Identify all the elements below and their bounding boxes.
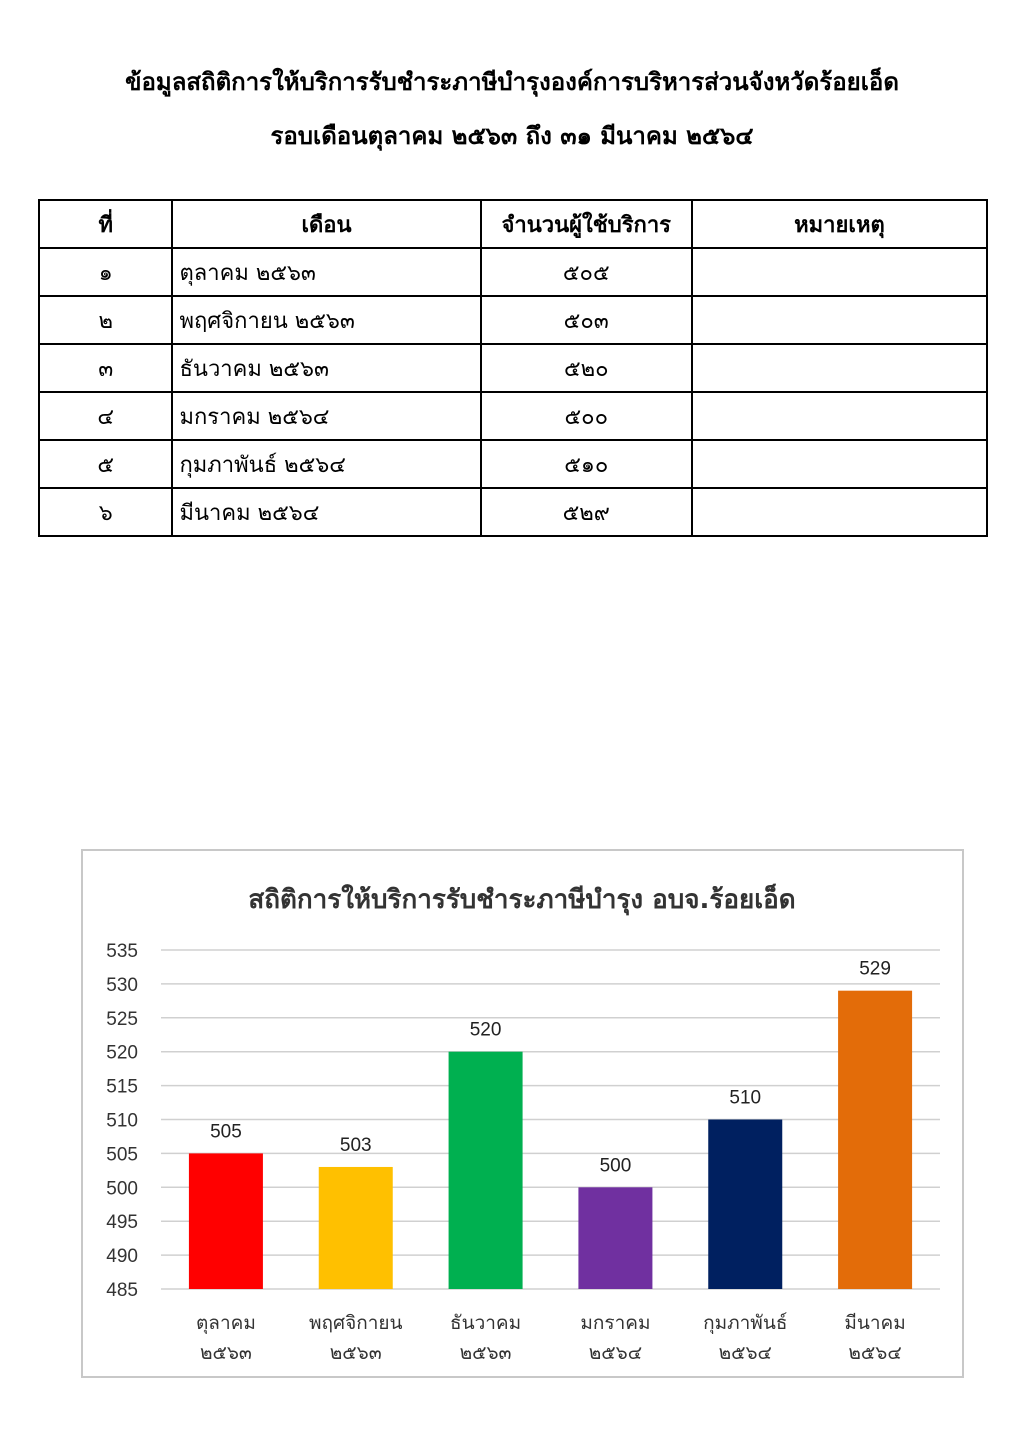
- cell-no: ๖: [39, 488, 172, 536]
- table-row: [39, 440, 987, 488]
- document-title: ข้อมูลสถิติการให้บริการรับชำระภาษีบำรุงองค์การบริหารส่วนจังหวัดร้อยเอ็ด: [125, 68, 899, 96]
- cell-count: ๕๑๐: [481, 440, 692, 488]
- y-tick-label: 500: [106, 1178, 138, 1200]
- x-tick-label-year: ๒๕๖๔: [718, 1342, 772, 1364]
- header-count: จำนวนผู้ใช้บริการ: [481, 200, 692, 248]
- x-tick-label-month: มีนาคม: [844, 1312, 906, 1334]
- table-row: [39, 344, 987, 392]
- x-tick-label-year: ๒๕๖๔: [848, 1342, 902, 1364]
- header-note: หมายเหตุ: [692, 200, 987, 248]
- y-tick-label: 530: [106, 974, 138, 996]
- header-no: ที่: [39, 200, 172, 248]
- chart-bars: [189, 991, 912, 1289]
- bar: [319, 1167, 393, 1289]
- x-tick-label-year: ๒๕๖๓: [329, 1342, 382, 1364]
- data-label: 503: [339, 1134, 372, 1156]
- cell-note: [692, 488, 987, 536]
- table-row: [39, 248, 987, 296]
- cell-note: [692, 344, 987, 392]
- cell-month: มกราคม ๒๕๖๔: [172, 392, 480, 440]
- chart-y-axis: [106, 941, 138, 1301]
- chart-x-axis: [196, 1312, 906, 1364]
- chart-title: สถิติการให้บริการรับชำระภาษีบำรุง อบจ.ร้อยเอ็ด: [248, 885, 796, 915]
- bar: [449, 1052, 523, 1289]
- x-tick-label-month: ตุลาคม: [195, 1312, 256, 1334]
- y-tick-label: 495: [106, 1212, 138, 1234]
- statistics-table: [38, 199, 988, 537]
- data-label: 500: [599, 1155, 632, 1177]
- data-label: 520: [469, 1019, 502, 1041]
- table-row: [39, 488, 987, 536]
- data-label: 529: [859, 958, 891, 980]
- cell-no: ๕: [39, 440, 172, 488]
- cell-note: [692, 392, 987, 440]
- cell-count: ๕๐๐: [481, 392, 692, 440]
- header-month: เดือน: [172, 200, 480, 248]
- bar: [838, 991, 912, 1289]
- x-tick-label-year: ๒๕๖๓: [459, 1342, 512, 1364]
- document-subtitle: รอบเดือนตุลาคม ๒๕๖๓ ถึง ๓๑ มีนาคม ๒๕๖๔: [270, 122, 754, 150]
- data-label: 510: [729, 1087, 762, 1109]
- cell-month: ธันวาคม ๒๕๖๓: [172, 344, 480, 392]
- y-tick-label: 490: [106, 1246, 138, 1268]
- cell-count: ๕๒๐: [481, 344, 692, 392]
- cell-note: [692, 248, 987, 296]
- cell-no: ๒: [39, 296, 172, 344]
- bar-chart: [81, 849, 964, 1378]
- bar: [189, 1153, 263, 1289]
- y-tick-label: 485: [106, 1280, 138, 1301]
- cell-note: [692, 296, 987, 344]
- y-tick-label: 525: [106, 1008, 138, 1030]
- table-header-row: [39, 200, 987, 248]
- cell-no: ๔: [39, 392, 172, 440]
- y-tick-label: 510: [106, 1110, 138, 1132]
- x-tick-label-month: พฤศจิกายน: [308, 1312, 403, 1334]
- cell-month: กุมภาพันธ์ ๒๕๖๔: [172, 440, 480, 488]
- x-tick-label-month: กุมภาพันธ์: [703, 1312, 788, 1334]
- cell-count: ๕๐๕: [481, 248, 692, 296]
- y-tick-label: 515: [106, 1076, 138, 1098]
- table-row: [39, 296, 987, 344]
- data-label: 505: [210, 1121, 242, 1143]
- x-tick-label-year: ๒๕๖๓: [199, 1342, 252, 1364]
- chart-gridlines: [161, 950, 940, 1289]
- cell-month: มีนาคม ๒๕๖๔: [172, 488, 480, 536]
- bar: [708, 1120, 782, 1290]
- cell-month: พฤศจิกายน ๒๕๖๓: [172, 296, 480, 344]
- y-tick-label: 535: [106, 941, 138, 962]
- y-tick-label: 505: [106, 1144, 138, 1166]
- bar-chart-svg: [83, 851, 962, 1376]
- cell-no: ๑: [39, 248, 172, 296]
- cell-note: [692, 440, 987, 488]
- cell-count: ๕๒๙: [481, 488, 692, 536]
- x-tick-label-year: ๒๕๖๔: [588, 1342, 643, 1364]
- x-tick-label-month: ธันวาคม: [449, 1312, 522, 1334]
- cell-no: ๓: [39, 344, 172, 392]
- cell-count: ๕๐๓: [481, 296, 692, 344]
- bar: [578, 1187, 652, 1289]
- x-tick-label-month: มกราคม: [580, 1312, 651, 1334]
- cell-month: ตุลาคม ๒๕๖๓: [172, 248, 480, 296]
- chart-data-labels: [210, 959, 891, 1177]
- table-row: [39, 392, 987, 440]
- y-tick-label: 520: [106, 1042, 138, 1064]
